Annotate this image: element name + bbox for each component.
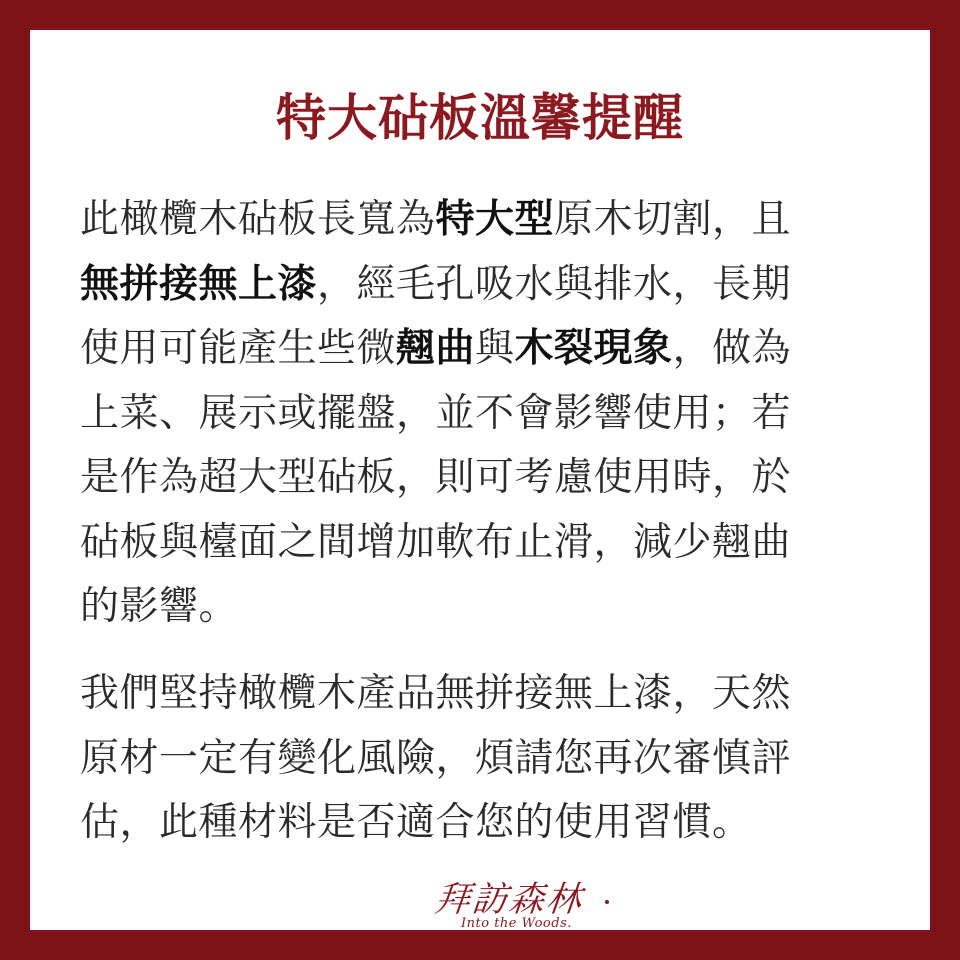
paragraph-1-line-6: 砧板與檯面之間增加軟布止滑，減少翹曲 xyxy=(80,519,792,565)
text-segment: 原木切割，且 xyxy=(554,197,792,242)
brand-name: 拜訪森林 xyxy=(432,880,586,920)
brand-subtitle: Into the Woods. xyxy=(461,916,572,931)
paragraph-2-line-2: 原材一定有變化風險，煩請您再次審慎評 xyxy=(80,735,792,781)
paragraph-1-line-1 xyxy=(80,188,942,253)
emphasis-text: 翹曲 xyxy=(396,326,476,371)
paragraph-2-line-3: 估，此種材料是否適合您的使用習慣。 xyxy=(80,800,752,845)
paragraph-2-line-1: 我們堅持橄欖木產品無拼接無上漆，天然 xyxy=(80,671,792,716)
paragraph-1-line-4: 上菜、展示或擺盤，並不會影響使用；若 xyxy=(80,390,792,436)
text-segment: 與 xyxy=(475,326,515,371)
emphasis-text: 特大型 xyxy=(435,197,555,242)
notice-paragraph-2 xyxy=(80,662,942,856)
brand-dot xyxy=(605,900,609,904)
text-segment: ，做為 xyxy=(672,326,792,371)
paragraph-1-line-5: 是作為超大型砧板，則可考慮使用時，於 xyxy=(80,455,792,500)
emphasis-text: 木裂現象 xyxy=(514,326,673,371)
paragraph-1-line-3 xyxy=(80,317,942,382)
paragraph-1-line-2 xyxy=(80,253,942,318)
notice-card xyxy=(30,30,930,930)
paragraph-1-line-7: 的影響。 xyxy=(80,584,239,629)
notice-title: 特大砧板溫馨提醒 xyxy=(276,89,684,147)
text-segment: ，經毛孔吸水與排水，長期 xyxy=(317,261,792,307)
brand-logo xyxy=(432,878,615,942)
notice-paragraph-1 xyxy=(80,188,942,640)
text-segment: 此橄欖木砧板長寬為 xyxy=(80,197,436,242)
emphasis-text: 無拼接無上漆 xyxy=(80,261,318,307)
text-segment: 使用可能產生些微 xyxy=(80,326,397,371)
